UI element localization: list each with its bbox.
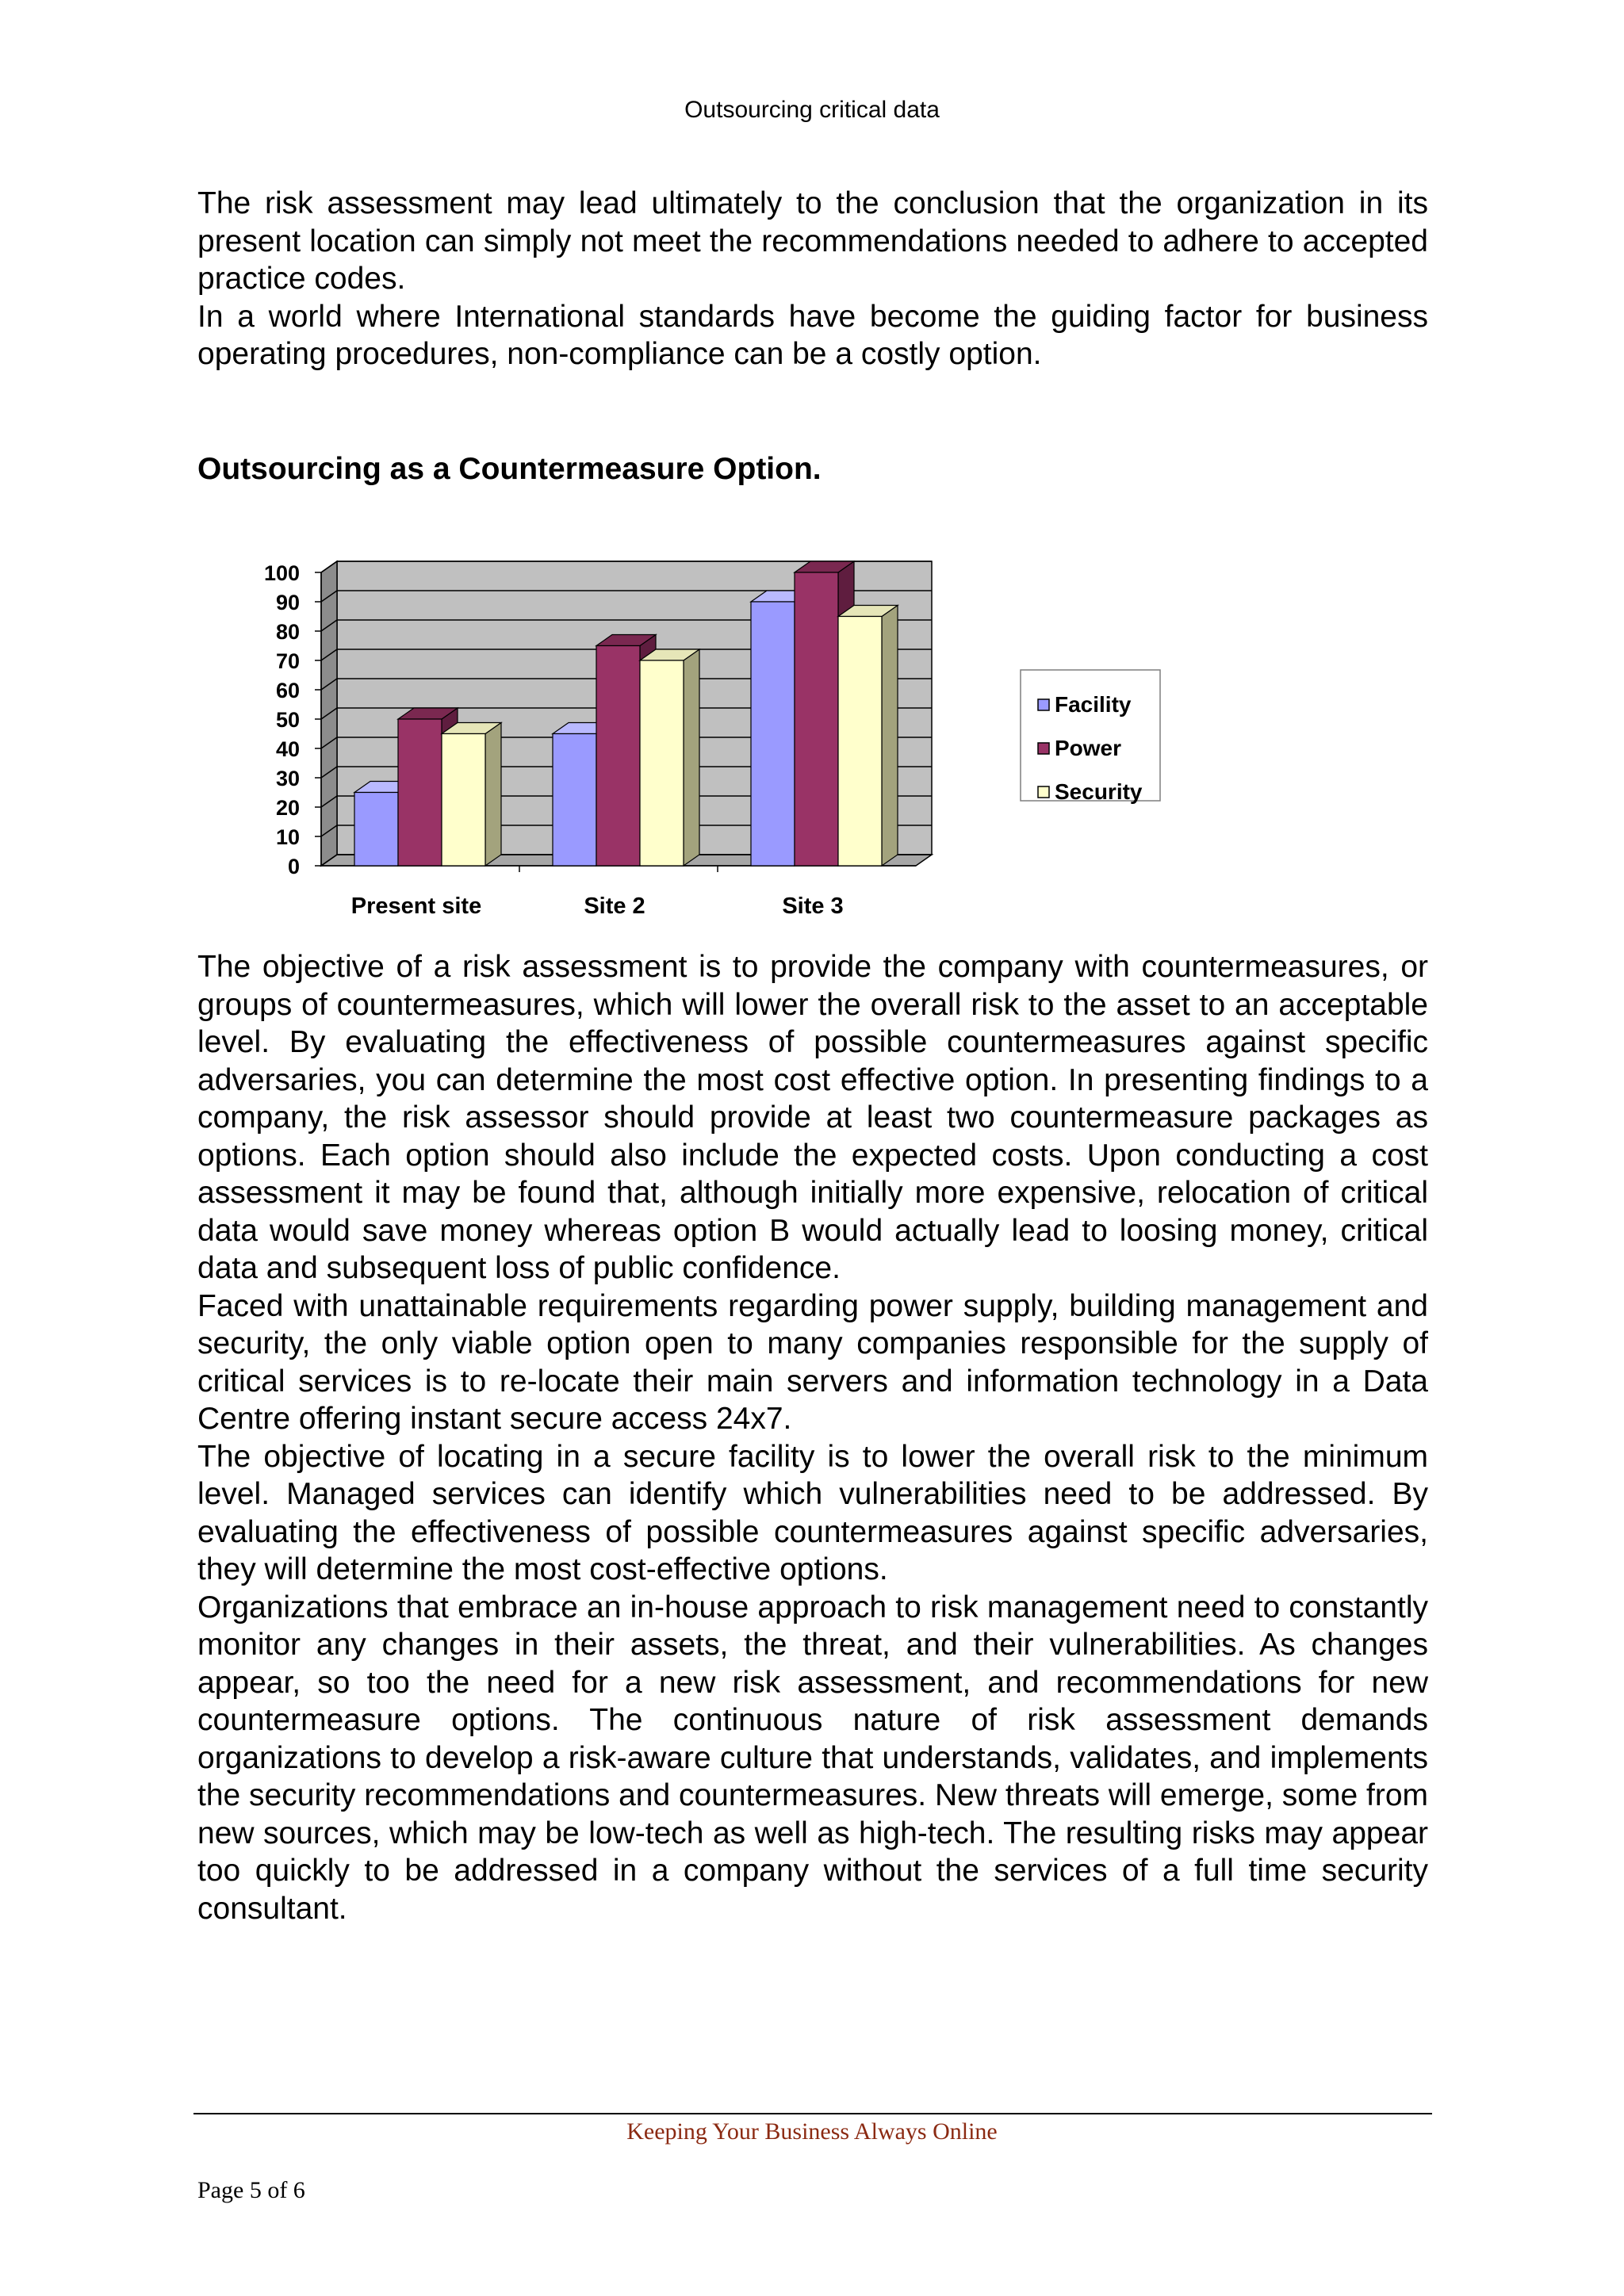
bar-security bbox=[640, 660, 684, 866]
bar-chart bbox=[0, 547, 1624, 928]
bar-side bbox=[485, 723, 501, 867]
y-tick-label: 70 bbox=[275, 649, 300, 673]
intro-text bbox=[197, 185, 1428, 373]
bar-power bbox=[398, 719, 442, 866]
y-tick-label: 90 bbox=[275, 591, 300, 614]
page-number: Page 5 of 6 bbox=[197, 2177, 305, 2203]
bar-facility bbox=[354, 793, 398, 867]
footer-divider bbox=[193, 2113, 1432, 2114]
y-tick-label: 50 bbox=[275, 708, 300, 732]
bar-security bbox=[838, 617, 882, 867]
footer-slogan: Keeping Your Business Always Online bbox=[626, 2118, 998, 2145]
legend-swatch bbox=[1038, 699, 1049, 710]
page-header: Outsourcing critical data bbox=[684, 97, 940, 123]
body-paragraph: Faced with unattainable requirements regarding power supply, building management and security, the only viable option open to many companies responsible for the supply of critical services is to re-locate their main servers and information technology in a Data Centre offering instant secure access 24x7. bbox=[197, 1288, 1428, 1436]
y-tick-label: 10 bbox=[275, 825, 300, 849]
bar-side bbox=[882, 606, 898, 867]
legend-label: Power bbox=[1055, 736, 1122, 760]
bar-side bbox=[684, 649, 699, 866]
bar-facility bbox=[751, 602, 795, 866]
y-tick-label: 80 bbox=[275, 620, 300, 644]
y-tick-label: 20 bbox=[275, 796, 300, 820]
legend-swatch bbox=[1038, 743, 1049, 754]
bar-power bbox=[596, 646, 640, 867]
x-tick-label: Site 2 bbox=[584, 894, 645, 919]
bar-facility bbox=[553, 734, 596, 867]
y-tick-label: 30 bbox=[275, 767, 300, 790]
y-tick-label: 40 bbox=[275, 737, 300, 761]
legend-label: Security bbox=[1055, 779, 1143, 804]
intro-paragraph: The risk assessment may lead ultimately to the conclusion that the organization in its present location can simply not meet the recommendations needed to adhere to accepted practice codes. bbox=[197, 186, 1428, 296]
body-paragraph: The objective of locating in a secure facility is to lower the overall risk to the minimum level. Managed services can identify which vulnerabilities need to be addressed. By evaluating the effectiveness of possible countermeasures against specific adversaries, they will determine the most cost-effective options. bbox=[197, 1439, 1428, 1586]
legend-swatch bbox=[1038, 786, 1049, 798]
y-tick-label: 0 bbox=[287, 855, 300, 878]
x-tick-label: Site 3 bbox=[782, 894, 844, 919]
bar-security bbox=[442, 734, 485, 867]
chart-area bbox=[0, 547, 1624, 928]
section-heading: Outsourcing as a Countermeasure Option. bbox=[197, 452, 822, 486]
body-paragraph: The objective of a risk assessment is to provide the company with countermeasures, or groups of countermeasures, which will lower the overall risk to the asset to an acceptable level. By evaluating the effectiveness of possible countermeasures against specific adversaries, you can determine the most cost effective option. In presenting findings to a company, the risk assessor should provide at least two countermeasure packages as options. Each option should also include the expected costs. Upon conducting a cost assessment it may be found that, although initially more expensive, relocation of critical data would save money whereas option B would actually lead to loosing money, critical data and subsequent loss of public confidence. bbox=[197, 950, 1428, 1285]
intro-paragraph: In a world where International standards have become the guiding factor for business operating procedures, non-compliance can be a costly option. bbox=[197, 299, 1428, 371]
y-tick-label: 60 bbox=[275, 679, 300, 702]
x-tick-label: Present site bbox=[350, 894, 482, 919]
legend-label: Facility bbox=[1055, 692, 1132, 717]
bar-power bbox=[795, 572, 838, 866]
body-text bbox=[197, 948, 1428, 1927]
y-tick-label: 100 bbox=[263, 561, 300, 585]
body-paragraph: Organizations that embrace an in-house approach to risk management need to constantly monitor any changes in their assets, the threat, and their vulnerabilities. As changes appear, so too the need for a new risk assessment, and recommendations for new countermeasure options. The continuous nature of risk assessment demands organizations to develop a risk-aware culture that understands, validates, and implements the security recommendations and countermeasures. New threats will emerge, some from new sources, which may be low-tech as well as high-tech. The resulting risks may appear too quickly to be addressed in a company without the services of a full time security consultant. bbox=[197, 1590, 1428, 1926]
